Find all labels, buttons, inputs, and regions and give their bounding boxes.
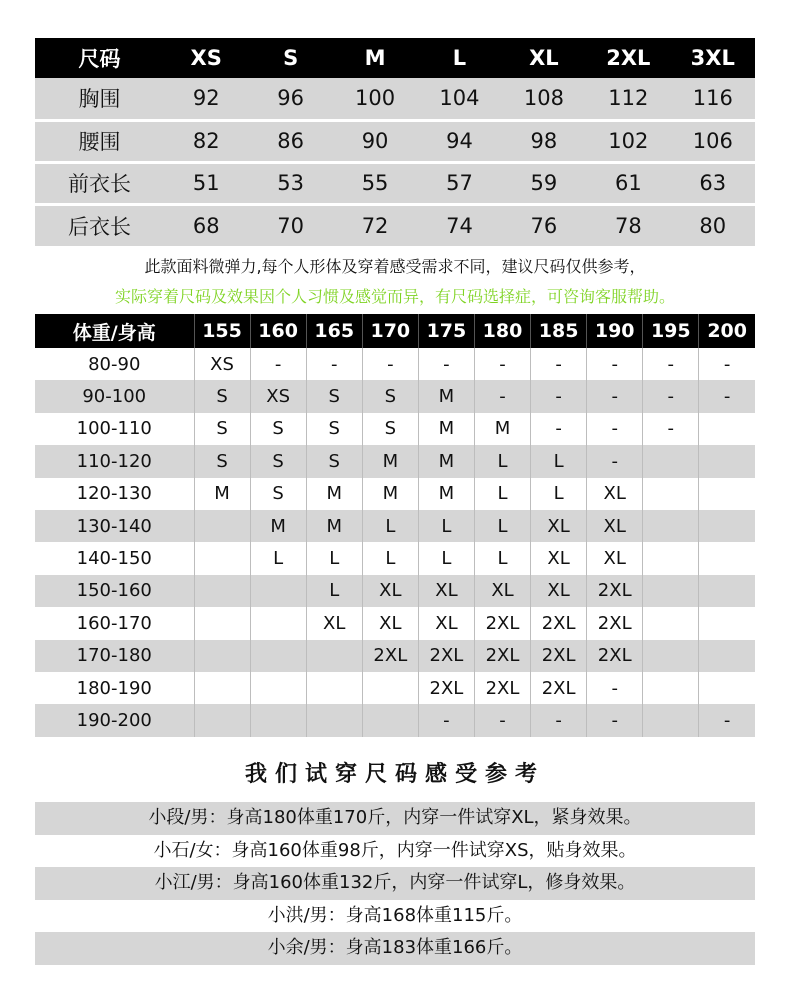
- size-advice-note: 实际穿着尺码及效果因个人习惯及感觉而异，有尺码选择症，可咨询客服帮助。: [114, 287, 675, 306]
- weight-range-label: 170-180: [35, 640, 194, 672]
- size-cell: L: [306, 575, 362, 607]
- grid-corner-label: 体重/身高: [35, 314, 194, 348]
- size-cell: [306, 640, 362, 672]
- size-cell: -: [474, 704, 530, 736]
- measurement-row: [35, 78, 755, 120]
- size-cell: -: [699, 704, 755, 736]
- measurement-cell: 102: [586, 120, 670, 162]
- measurement-size-header: M: [333, 38, 417, 78]
- grid-row: [35, 413, 755, 445]
- size-cell: M: [362, 478, 418, 510]
- size-cell: 2XL: [474, 607, 530, 639]
- size-cell: [699, 672, 755, 704]
- size-cell: S: [194, 413, 250, 445]
- measurement-table: [35, 38, 755, 246]
- size-cell: [362, 704, 418, 736]
- height-header: 175: [418, 314, 474, 348]
- size-cell: 2XL: [418, 672, 474, 704]
- size-cell: [643, 672, 699, 704]
- measurement-size-header: XL: [502, 38, 586, 78]
- size-recommendation-table: [35, 314, 755, 737]
- size-cell: L: [418, 510, 474, 542]
- measurement-row: [35, 120, 755, 162]
- size-cell: [643, 542, 699, 574]
- measurement-cell: 55: [333, 162, 417, 204]
- size-cell: -: [531, 413, 587, 445]
- size-cell: XL: [587, 478, 643, 510]
- weight-range-label: 80-90: [88, 353, 141, 375]
- size-cell: [643, 575, 699, 607]
- weight-range-label: 140-150: [76, 548, 152, 570]
- size-cell: XL: [474, 575, 530, 607]
- size-cell: XL: [306, 607, 362, 639]
- weight-range-label: 90-100: [35, 380, 194, 412]
- height-header: 160: [250, 314, 306, 348]
- size-cell: [699, 542, 755, 574]
- size-cell: -: [587, 704, 643, 736]
- size-cell: -: [531, 704, 587, 736]
- size-cell: S: [306, 413, 362, 445]
- size-cell: [194, 640, 250, 672]
- weight-range-label: 100-110: [76, 418, 152, 440]
- size-cell: -: [531, 348, 587, 380]
- grid-row: [35, 704, 755, 736]
- measurement-cell: 74: [417, 204, 501, 246]
- size-cell: L: [474, 510, 530, 542]
- size-cell: XL: [531, 542, 587, 574]
- tryon-item: 小江/男：身高160体重132斤，内穿一件试穿L，修身效果。: [35, 867, 755, 900]
- size-cell: [643, 478, 699, 510]
- size-cell: M: [306, 510, 362, 542]
- size-cell: S: [306, 380, 362, 412]
- size-cell: L: [474, 478, 530, 510]
- size-cell: 2XL: [587, 640, 643, 672]
- size-cell: -: [699, 348, 755, 380]
- measurement-cell: 63: [671, 162, 755, 204]
- size-cell: -: [587, 348, 643, 380]
- measurement-cell: 76: [502, 204, 586, 246]
- size-cell: M: [418, 380, 474, 412]
- measurement-size-header: XS: [164, 38, 248, 78]
- size-cell: L: [531, 445, 587, 477]
- size-cell: [362, 672, 418, 704]
- size-cell: XL: [587, 542, 643, 574]
- size-cell: L: [362, 510, 418, 542]
- measurement-cell: 86: [248, 120, 332, 162]
- size-cell: M: [362, 445, 418, 477]
- weight-range-label: 160-170: [76, 612, 152, 634]
- size-cell: 2XL: [474, 672, 530, 704]
- size-cell: M: [418, 413, 474, 445]
- weight-range-label: 120-130: [76, 483, 152, 505]
- size-cell: XL: [531, 575, 587, 607]
- weight-range-label: 180-190: [76, 677, 152, 699]
- fabric-note: 此款面料微弹力,每个人形体及穿着感受需求不同，建议尺码仅供参考，: [144, 257, 646, 276]
- height-header: 165: [306, 314, 362, 348]
- grid-row: [35, 607, 755, 639]
- size-cell: M: [194, 478, 250, 510]
- size-cell: [194, 575, 250, 607]
- size-cell: XL: [362, 575, 418, 607]
- measurement-row-label: 前衣长: [35, 162, 164, 204]
- size-cell: S: [250, 413, 306, 445]
- size-cell: [643, 445, 699, 477]
- size-cell: L: [306, 542, 362, 574]
- size-cell: M: [474, 413, 530, 445]
- measurement-cell: 92: [164, 78, 248, 120]
- grid-row: [35, 672, 755, 704]
- size-cell: -: [587, 672, 643, 704]
- size-cell: S: [194, 445, 250, 477]
- size-cell: L: [474, 542, 530, 574]
- size-cell: L: [250, 542, 306, 574]
- size-cell: [306, 672, 362, 704]
- tryon-item: 小洪/男：身高168体重115斤。: [267, 904, 523, 926]
- size-cell: [194, 704, 250, 736]
- height-header: 195: [643, 314, 699, 348]
- size-cell: -: [306, 348, 362, 380]
- size-cell: [699, 413, 755, 445]
- measurement-size-header: 3XL: [671, 38, 755, 78]
- grid-row: [35, 445, 755, 477]
- measurement-cell: 98: [502, 120, 586, 162]
- size-cell: [699, 445, 755, 477]
- tryon-item: 小石/女：身高160体重98斤，内穿一件试穿XS，贴身效果。: [153, 839, 637, 861]
- size-cell: -: [643, 348, 699, 380]
- size-cell: -: [531, 380, 587, 412]
- tryon-list: [35, 802, 755, 965]
- measurement-cell: 80: [671, 204, 755, 246]
- size-cell: -: [418, 348, 474, 380]
- weight-range-label: 130-140: [35, 510, 194, 542]
- size-cell: 2XL: [474, 640, 530, 672]
- grid-header-row: [35, 314, 755, 348]
- tryon-item: 小余/男：身高183体重166斤。: [35, 932, 755, 965]
- size-cell: -: [587, 380, 643, 412]
- height-header: 180: [474, 314, 530, 348]
- measurement-cell: 72: [333, 204, 417, 246]
- size-cell: -: [474, 348, 530, 380]
- measurement-cell: 112: [586, 78, 670, 120]
- measurement-row: [35, 204, 755, 246]
- size-cell: [643, 510, 699, 542]
- size-cell: -: [643, 413, 699, 445]
- measurement-row: [35, 162, 755, 204]
- measurement-cell: 51: [164, 162, 248, 204]
- measurement-cell: 104: [417, 78, 501, 120]
- size-cell: XL: [418, 575, 474, 607]
- size-cell: [699, 510, 755, 542]
- tryon-section-title: 我们试穿尺码感受参考: [244, 762, 545, 787]
- size-cell: S: [250, 478, 306, 510]
- grid-row: [35, 542, 755, 574]
- measurement-row-label: 胸围: [35, 78, 164, 120]
- grid-row: [35, 510, 755, 542]
- size-cell: -: [362, 348, 418, 380]
- size-cell: 2XL: [531, 640, 587, 672]
- measurement-cell: 53: [248, 162, 332, 204]
- grid-row: [35, 575, 755, 607]
- measurement-size-header: S: [248, 38, 332, 78]
- measurement-size-header: L: [417, 38, 501, 78]
- size-cell: 2XL: [531, 672, 587, 704]
- size-cell: L: [474, 445, 530, 477]
- size-cell: -: [587, 413, 643, 445]
- grid-row: [35, 380, 755, 412]
- size-cell: [699, 640, 755, 672]
- size-cell: M: [418, 478, 474, 510]
- measurement-row-label: 后衣长: [35, 204, 164, 246]
- size-cell: L: [362, 542, 418, 574]
- size-cell: XL: [418, 607, 474, 639]
- size-cell: [699, 607, 755, 639]
- measurement-header-label: 尺码: [35, 38, 164, 78]
- measurement-cell: 116: [671, 78, 755, 120]
- height-header: 190: [587, 314, 643, 348]
- size-cell: 2XL: [587, 575, 643, 607]
- size-cell: S: [362, 413, 418, 445]
- measurement-header-row: [35, 38, 755, 78]
- size-cell: XL: [587, 510, 643, 542]
- size-cell: [643, 640, 699, 672]
- size-cell: 2XL: [587, 607, 643, 639]
- size-cell: -: [474, 380, 530, 412]
- size-cell: [250, 672, 306, 704]
- grid-row: [35, 348, 755, 380]
- size-cell: M: [250, 510, 306, 542]
- size-cell: XS: [250, 380, 306, 412]
- size-cell: -: [699, 380, 755, 412]
- weight-range-label: 190-200: [35, 704, 194, 736]
- size-cell: [250, 575, 306, 607]
- tryon-item: 小段/男：身高180体重170斤，内穿一件试穿XL，紧身效果。: [35, 802, 755, 835]
- measurement-cell: 90: [333, 120, 417, 162]
- measurement-cell: 96: [248, 78, 332, 120]
- size-cell: -: [250, 348, 306, 380]
- weight-range-label: 150-160: [35, 575, 194, 607]
- size-cell: [194, 607, 250, 639]
- grid-row: [35, 640, 755, 672]
- height-header: 155: [194, 314, 250, 348]
- size-cell: S: [194, 380, 250, 412]
- size-cell: [250, 607, 306, 639]
- measurement-cell: 108: [502, 78, 586, 120]
- size-cell: [699, 575, 755, 607]
- grid-row: [35, 478, 755, 510]
- measurement-cell: 57: [417, 162, 501, 204]
- size-cell: 2XL: [362, 640, 418, 672]
- weight-range-label: 110-120: [35, 445, 194, 477]
- size-cell: -: [643, 380, 699, 412]
- size-cell: -: [587, 445, 643, 477]
- size-cell: M: [418, 445, 474, 477]
- measurement-cell: 70: [248, 204, 332, 246]
- size-cell: XL: [362, 607, 418, 639]
- measurement-cell: 100: [333, 78, 417, 120]
- size-cell: [250, 640, 306, 672]
- size-cell: M: [306, 478, 362, 510]
- size-cell: S: [306, 445, 362, 477]
- measurement-row-label: 腰围: [35, 120, 164, 162]
- size-cell: 2XL: [531, 607, 587, 639]
- size-cell: -: [418, 704, 474, 736]
- size-cell: [643, 607, 699, 639]
- size-cell: XL: [531, 510, 587, 542]
- measurement-size-header: 2XL: [586, 38, 670, 78]
- measurement-cell: 94: [417, 120, 501, 162]
- size-cell: [250, 704, 306, 736]
- measurement-cell: 106: [671, 120, 755, 162]
- measurement-cell: 78: [586, 204, 670, 246]
- size-cell: L: [418, 542, 474, 574]
- measurement-cell: 59: [502, 162, 586, 204]
- size-cell: S: [250, 445, 306, 477]
- size-cell: [699, 478, 755, 510]
- size-cell: [194, 510, 250, 542]
- size-cell: S: [362, 380, 418, 412]
- height-header: 185: [531, 314, 587, 348]
- size-cell: [194, 542, 250, 574]
- size-cell: [306, 704, 362, 736]
- size-cell: XS: [194, 348, 250, 380]
- height-header: 170: [362, 314, 418, 348]
- height-header: 200: [699, 314, 755, 348]
- size-cell: 2XL: [418, 640, 474, 672]
- size-cell: [643, 704, 699, 736]
- measurement-cell: 68: [164, 204, 248, 246]
- size-cell: L: [531, 478, 587, 510]
- measurement-cell: 82: [164, 120, 248, 162]
- size-cell: [194, 672, 250, 704]
- measurement-cell: 61: [586, 162, 670, 204]
